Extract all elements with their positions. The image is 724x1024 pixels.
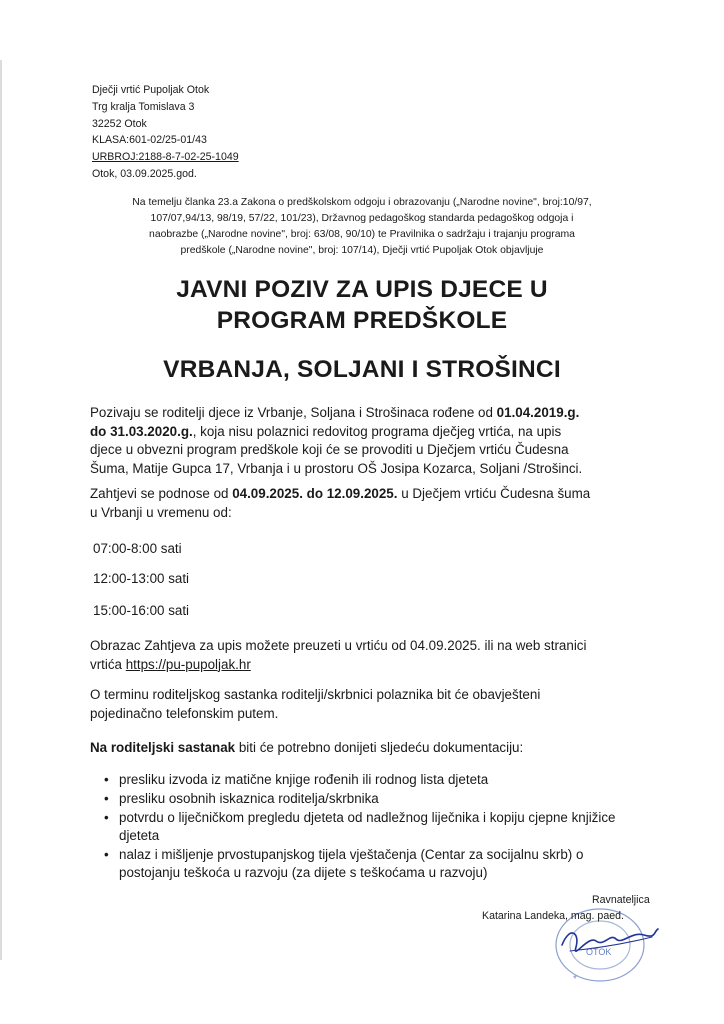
text-run: u Vrbanji u vremenu od: <box>90 504 232 520</box>
time-slot: 12:00-13:00 sati <box>93 571 190 586</box>
application-period-paragraph <box>90 485 650 522</box>
urbroj-number: URBROJ:2188-8-7-02-25-1049 <box>92 151 239 164</box>
required-documents-list <box>104 771 644 883</box>
institution-street: Trg kralja Tomislava 3 <box>92 100 195 113</box>
document-item-text: presliku izvoda iz matične knjige rođenih ili rodnog lista djeteta <box>119 772 489 787</box>
meeting-label: Na roditeljski sastanak <box>90 740 236 755</box>
text-run: Obrazac Zahtjeva za upis možete preuzeti u vrtiću od 04.09.2025. ili na web stranici <box>90 638 587 653</box>
legal-basis-intro <box>92 195 632 259</box>
list-item <box>104 809 644 845</box>
text-run: biti će potrebno donijeti sljedeću dokumentaciju: <box>235 740 524 755</box>
intro-line: Na temelju članka 23.a Zakona o predškolskom odgoju i obrazovanju („Narodne novine", broj:10/97, <box>132 197 592 208</box>
birth-date-from: 01.04.2019.g. <box>496 405 580 420</box>
documentation-heading <box>90 739 650 758</box>
text-run: , koja nisu polaznici redovitog programa dječjeg vrtića, na upis <box>192 423 562 439</box>
stamp-star-icon: * <box>573 974 577 985</box>
meeting-notice-paragraph <box>90 686 650 723</box>
sender-header <box>92 82 239 183</box>
text-run: djece u obvezni program predškole koji će se provoditi u Dječjem vrtiću Čudesna <box>90 442 569 458</box>
bullet-icon: • <box>104 847 109 862</box>
list-item <box>104 846 644 882</box>
signatory-name: Katarina Landeka, mag. paed. <box>482 910 624 922</box>
document-item-text: nalaz i mišljenje prvostupanjskog tijela vještačenja (Centar za socijalnu skrb) o postojanju teškoća u razvoju (za dijete s teškoćama u razvoju) <box>119 847 584 880</box>
document-item-text: potvrdu o liječničkom pregledu djeteta od nadležnog liječnika i kopiju cjepne knjižice djeteta <box>119 810 616 843</box>
intro-line: naobrazbe („Narodne novine", broj: 63/08, 90/10) te Pravilnika o sadržaju i trajanju programa <box>149 229 575 240</box>
klasa-number: KLASA:601-02/25-01/43 <box>92 134 207 147</box>
title-line-2: PROGRAM PREDŠKOLE <box>216 307 508 334</box>
invitation-paragraph <box>90 404 650 479</box>
bullet-icon: • <box>104 772 109 787</box>
time-slot: 07:00-8:00 sati <box>93 541 182 556</box>
list-item <box>104 771 644 789</box>
place-date: Otok, 03.09.2025.god. <box>92 167 197 180</box>
institution-postal: 32252 Otok <box>92 117 147 130</box>
text-run: u Dječjem vrtiću Čudesna šuma <box>397 486 591 501</box>
scan-edge-line <box>0 60 2 960</box>
bullet-icon: • <box>104 791 109 806</box>
locations-title: VRBANJA, SOLJANI I STROŠINCI <box>163 356 561 383</box>
text-run: Zahtjevi se podnose od <box>90 486 233 501</box>
form-download-paragraph <box>90 637 650 674</box>
intro-line: 107/07,94/13, 98/19, 57/22, 101/23), Državnog pedagoškog standarda pedagoškog odgoja i <box>150 213 574 224</box>
birth-date-to: do 31.03.2020.g. <box>90 423 193 439</box>
signatory-title: Ravnateljica <box>592 894 650 906</box>
text-run: vrtića <box>90 656 126 672</box>
document-title <box>60 274 664 336</box>
document-item-text: presliku osobnih iskaznica roditelja/skrbnika <box>119 791 379 806</box>
bullet-icon: • <box>104 810 109 825</box>
text-run: Šuma, Matije Gupca 17, Vrbanja i u prostoru OŠ Josipa Kozarca, Soljani /Strošinci. <box>90 461 583 477</box>
text-run: Pozivaju se roditelji djece iz Vrbanje, Soljana i Strošinaca rođene od <box>90 405 497 420</box>
text-run: O terminu roditeljskog sastanka roditelji/skrbnici polaznika bit će obavješteni <box>90 687 541 702</box>
title-line-1: JAVNI POZIV ZA UPIS DJECE U <box>176 276 548 303</box>
intro-line: predškole („Narodne novine", broj: 107/14), Dječji vrtić Pupoljak Otok objavljuje <box>180 245 544 256</box>
institution-name: Dječji vrtić Pupoljak Otok <box>92 84 210 96</box>
stamp-text: OTOK <box>586 947 612 957</box>
list-item <box>104 790 644 808</box>
application-dates: 04.09.2025. do 12.09.2025. <box>232 486 398 501</box>
website-link[interactable]: https://pu-pupoljak.hr <box>125 656 251 672</box>
text-run: pojedinačno telefonskim putem. <box>90 705 279 721</box>
time-slot: 15:00-16:00 sati <box>93 603 190 618</box>
